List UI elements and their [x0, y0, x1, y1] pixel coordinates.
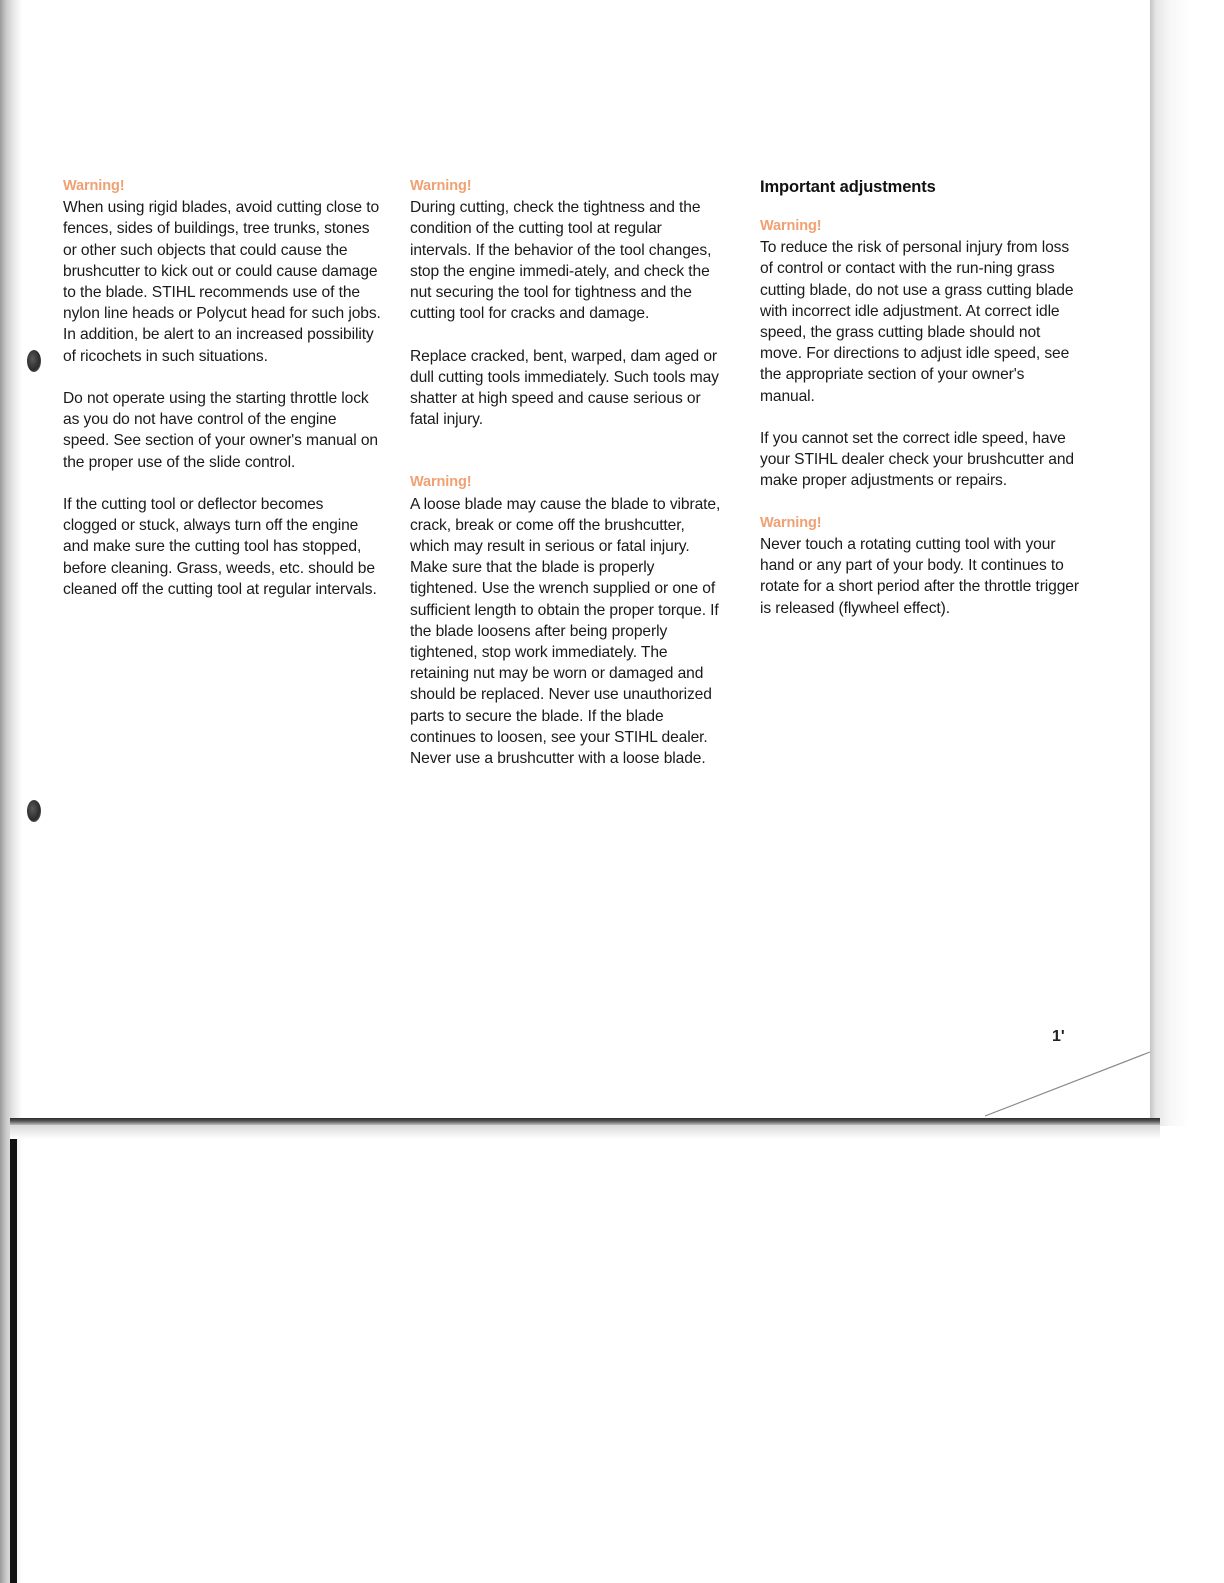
section-heading: Important adjustments [760, 178, 936, 196]
punch-hole [27, 350, 41, 372]
paragraph: If you cannot set the correct idle speed, have your STIHL dealer check your brushcutter and make proper adjustments or repairs. [760, 430, 1074, 490]
warning-label: Warning! [410, 474, 472, 491]
paragraph: When using rigid blades, avoid cutting close to fences, sides of buildings, tree trunks, stones or other such objects that could cause the brushcutter to kick out or could cause damage to the blade. STIHL recommends use of the nylon line heads or Polycut head for such jobs. In addition, be alert to an increased possibility of ricochets in such situations. [63, 199, 381, 365]
paragraph: If the cutting tool or deflector becomes clogged or stuck, always turn off the engine and make sure the cutting tool has stopped, before cleaning. Grass, weeds, etc. should be cleaned off the cutting tool at regular intervals. [63, 496, 377, 598]
paragraph: A loose blade may cause the blade to vibrate, crack, break or come off the brushcutter, which may result in serious or fatal injury. Make sure that the blade is properly tightened. Use the wrench supplied or one of sufficient length to obtain the proper torque. If the blade loosens after being properly tightened, stop work immediately. The retaining nut may be worn or damaged and should be replaced. Never use unauthorized parts to secure the blade. If the blade continues to loosen, see your STIHL dealer. Never use a brushcutter with a loose blade. [410, 495, 721, 768]
page-binding-dark-edge [10, 1122, 17, 1583]
warning-label: Warning! [760, 218, 822, 234]
page-bottom-shadow [10, 1125, 1160, 1139]
paragraph: During cutting, check the tightness and the condition of the cutting tool at regular intervals. If the behavior of the tool changes, stop the engine immedi-ately, and check the nut securing the tool for tightness and the cutting tool for cracks and damage. [410, 199, 712, 323]
paragraph: To reduce the risk of personal injury from loss of control or contact with the run-ning grass cutting blade, do not use a grass cutting blade with incorrect idle adjustment. At correct idle speed, the grass cutting blade should not move. For directions to adjust idle speed, see the appropriate section of your owner's manual. [760, 239, 1074, 405]
page-number: 1' [1052, 1028, 1065, 1045]
middle-column [410, 176, 722, 790]
warning-label: Warning! [63, 178, 125, 194]
page-fold-line [985, 1050, 1160, 1120]
paragraph: Replace cracked, bent, warped, dam aged or dull cutting tools immediately. Such tools may shatter at high speed and cause serious or fatal injury. [410, 347, 719, 429]
right-column [760, 176, 1080, 640]
paragraph: Do not operate using the starting throttle lock as you do not have control of the engine speed. See section of your owner's manual on the proper use of the slide control. [63, 390, 378, 471]
warning-label: Warning! [760, 514, 822, 531]
page-right-edge [1150, 0, 1224, 1126]
paragraph: Never touch a rotating cutting tool with your hand or any part of your body. It continues to rotate for a short period after the throttle trigger is released (flywheel effect). [760, 536, 1079, 617]
left-column [63, 176, 381, 621]
warning-label: Warning! [410, 178, 472, 194]
punch-hole [27, 800, 41, 822]
